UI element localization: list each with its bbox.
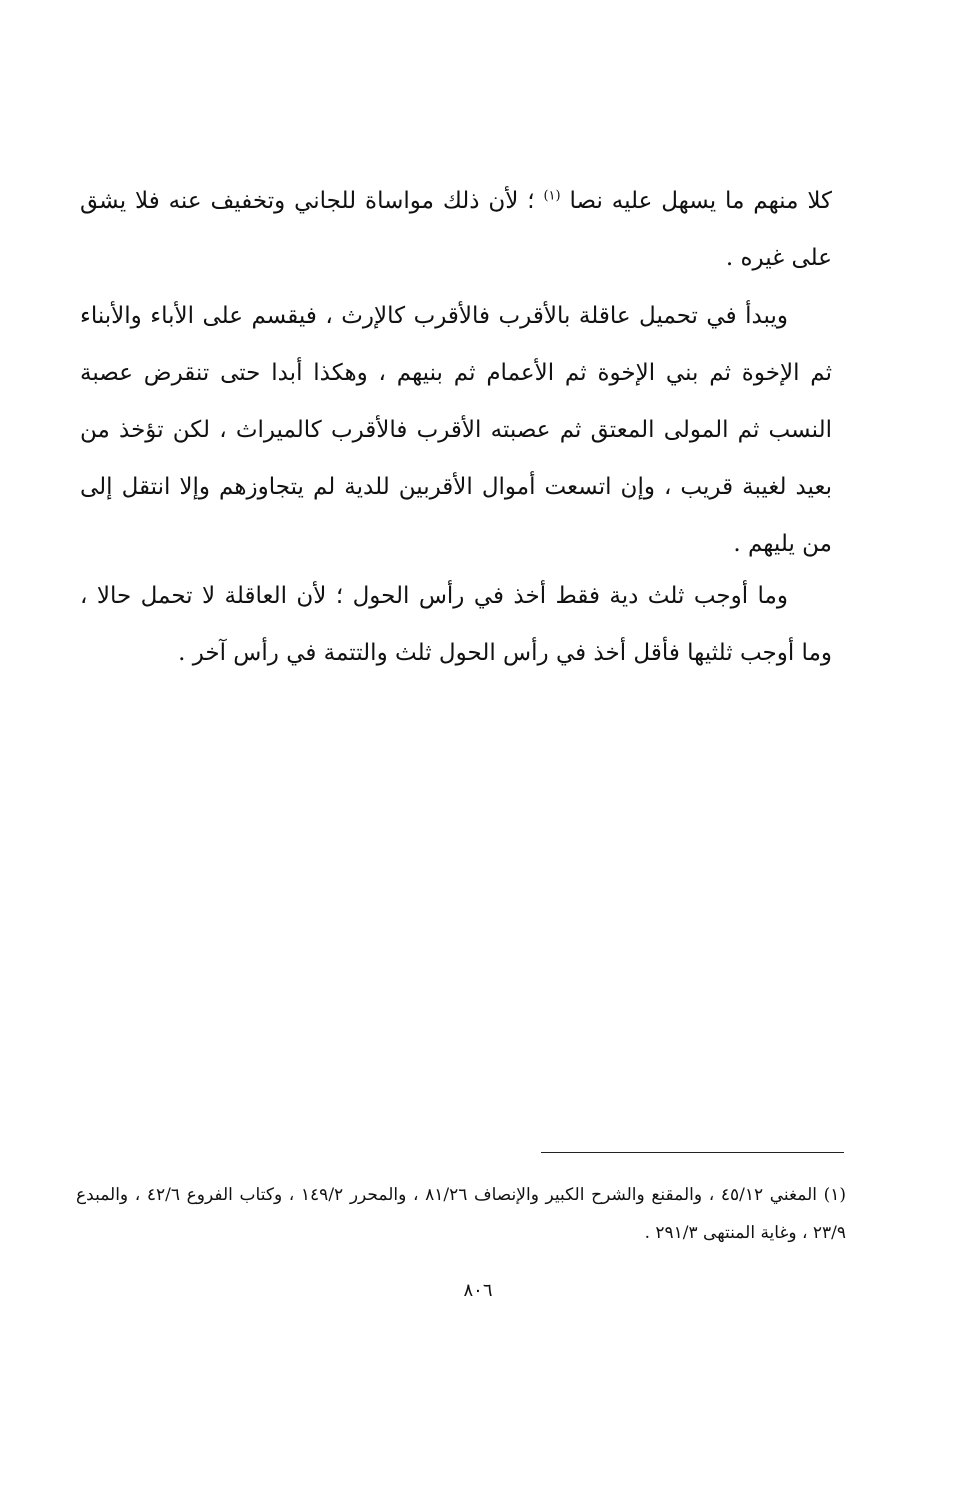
- page-number: ٨٠٦: [463, 1280, 493, 1301]
- paragraph-2-text: ويبدأ في تحميل عاقلة بالأقرب فالأقرب كالإرث ، فيقسم على الأباء والأبناء ثم الإخوة ثم بني الإخوة ثم الأعمام ثم بنيهم ، وهكذا أبدا حتى تنقرض عصبة النسب ثم المولى المعتق ثم عصبته الأقرب فالأقرب كالميراث ، لكن تؤخذ من بعيد لغيبة قريب ، وإن اتسعت أموال الأقربين للدية لم يتجاوزهم وإلا انتقل إلى من يليهم .: [80, 303, 832, 557]
- body-paragraph-1: [80, 173, 832, 287]
- paragraph-1-text-start: كلا منهم ما يسهل عليه نصا: [569, 188, 833, 214]
- body-paragraph-3: [80, 568, 832, 682]
- body-paragraph-2: [80, 288, 832, 573]
- footnote-text: (١) المغني ٤٥/١٢ ، والمقنع والشرح الكبير والإنصاف ٨١/٢٦ ، والمحرر ١٤٩/٢ ، وكتاب الفروع ٤٢/٦ ، والمبدع ٢٣/٩ ، وغاية المنتهى ٢٩١/٣ .: [76, 1185, 847, 1243]
- footnote-reference-marker: (١): [543, 188, 561, 204]
- footnote-separator-line: [541, 1152, 844, 1153]
- paragraph-3-text: وما أوجب ثلث دية فقط أخذ في رأس الحول ؛ لأن العاقلة لا تحمل حالا ، وما أوجب ثلثيها فأقل أخذ في رأس الحول ثلث والتتمة في رأس آخر .: [80, 583, 832, 666]
- paragraph-1-text-end: ؛ لأن ذلك مواساة للجاني وتخفيف عنه فلا يشق على غيره .: [80, 188, 832, 271]
